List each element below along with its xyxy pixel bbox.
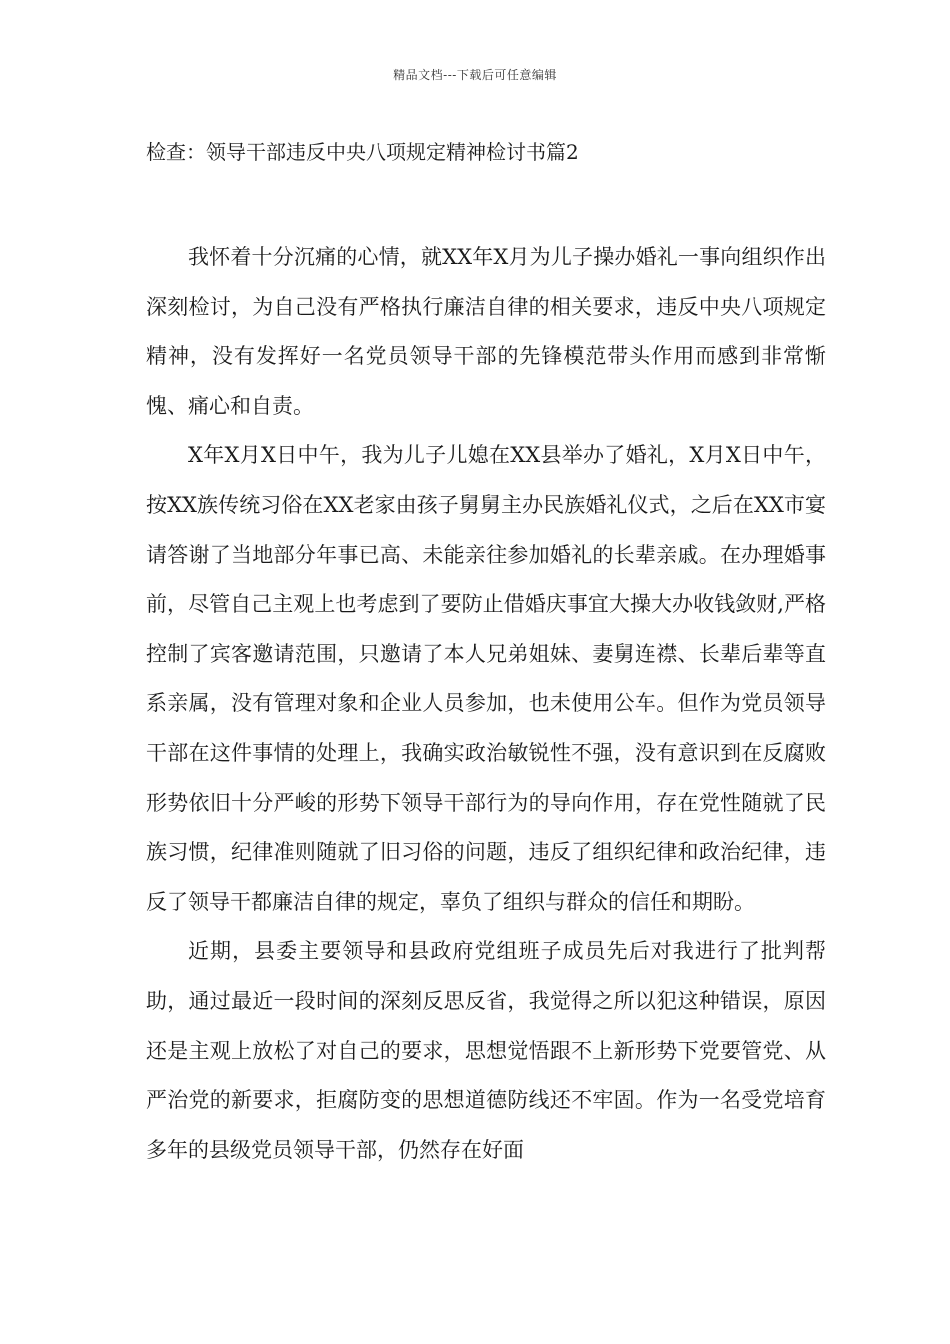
document-title: 检查：领导干部违反中央八项规定精神检讨书篇2 xyxy=(146,140,579,164)
paragraph-3: 近期，县委主要领导和县政府党组班子成员先后对我进行了批判帮助，通过最近一段时间的深刻反思反省，我觉得之所以犯这种错误，原因还是主观上放松了对自己的要求，思想觉悟跟不上新形势下党要管党、从严治党的新要求，拒腐防变的思想道德防线还不牢固。作为一名受党培育多年的县级党员领导干部，仍然存在好面 xyxy=(146,939,826,1162)
paragraph-2: X年X月X日中午，我为儿子儿媳在XX县举办了婚礼，X月X日中午，按XX族传统习俗在XX老家由孩子舅舅主办民族婚礼仪式，之后在XX市宴请答谢了当地部分年事已高、未能亲往参加婚礼的长辈亲戚。在办理婚事前，尽管自己主观上也考虑到了要防止借婚庆事宜大操大办收钱敛财,严格控制了宾客邀请范围，只邀请了本人兄弟姐妹、妻舅连襟、长辈后辈等直系亲属，没有管理对象和企业人员参加，也未使用公车。但作为党员领导干部在这件事情的处理上，我确实政治敏锐性不强，没有意识到在反腐败形势依旧十分严峻的形势下领导干部行为的导向作用，存在党性随就了民族习惯，纪律准则随就了旧习俗的问题，违反了组织纪律和政治纪律，违反了领导干都廉洁自律的规定，辜负了组织与群众的信任和期盼。 xyxy=(146,443,826,914)
page-header: 精品文档---下载后可任意编辑 xyxy=(393,68,557,82)
paragraph-1: 我怀着十分沉痛的心情，就XX年X月为儿子操办婚礼一事向组织作出深刻检讨，为自己没有严格执行廉洁自律的相关要求，违反中央八项规定精神，没有发挥好一名党员领导干部的先锋模范带头作用而感到非常惭愧、痛心和自责。 xyxy=(146,245,826,418)
document-body xyxy=(146,233,826,1175)
